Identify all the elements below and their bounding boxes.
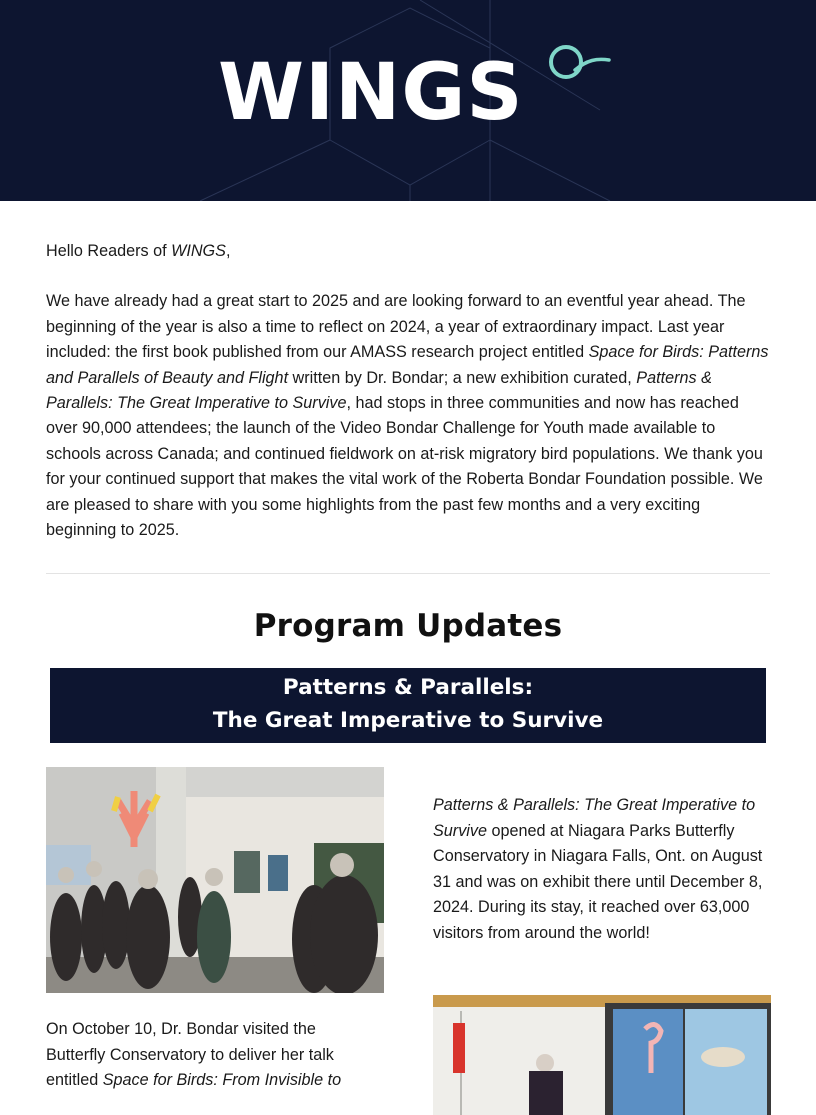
greeting: Hello Readers of WINGS,	[46, 242, 231, 260]
exhibit-banner	[50, 668, 766, 743]
bird-logo-icon	[545, 40, 615, 90]
section-divider	[46, 573, 770, 574]
banner-line-1: Patterns & Parallels:	[282, 675, 534, 701]
program-section	[46, 767, 770, 1107]
intro-paragraph: We have already had a great start to 2025 and are looking forward to an eventful year ahead. The beginning of the year is also a time to reflect on 2024, a year of extraordinary impact. Last year included: the first book published from our AMASS research project entitled Space for Birds: Patterns and Parallels of Beauty and Flight written by Dr. Bondar; a new exhibition curated, Patterns & Parallels: The Great Imperative to Survive, had stops in three communities and now has reached over 90,000 attendees; the launch of the Video Bondar Challenge for Youth made available to schools across Canada; and continued fieldwork on at-risk migratory bird populations. We thank you for your continued support that makes the vital work of the Roberta Bondar Foundation possible. We are pleased to share with you some highlights from the past few months and a very exciting beginning to 2025.	[46, 292, 769, 540]
exhibit-visitors-photo	[46, 767, 384, 993]
newsletter-header	[0, 0, 816, 201]
program-updates-heading: Program Updates	[253, 608, 563, 645]
banner-line-2: The Great Imperative to Survive	[212, 708, 604, 734]
talk-presentation-photo	[433, 995, 771, 1115]
talk-description: On October 10, Dr. Bondar visited the Butterfly Conservatory to deliver her talk entitled Space for Birds: From Invisible to	[46, 1020, 342, 1090]
exhibit-description: Patterns & Parallels: The Great Imperative to Survive opened at Niagara Parks Butterfly Conservatory in Niagara Falls, Ont. on August 31 and was on exhibit there until December 8, 2024. During its stay, it reached over 63,000 visitors from around the world!	[433, 796, 763, 942]
wings-logo: WINGS	[218, 48, 524, 138]
